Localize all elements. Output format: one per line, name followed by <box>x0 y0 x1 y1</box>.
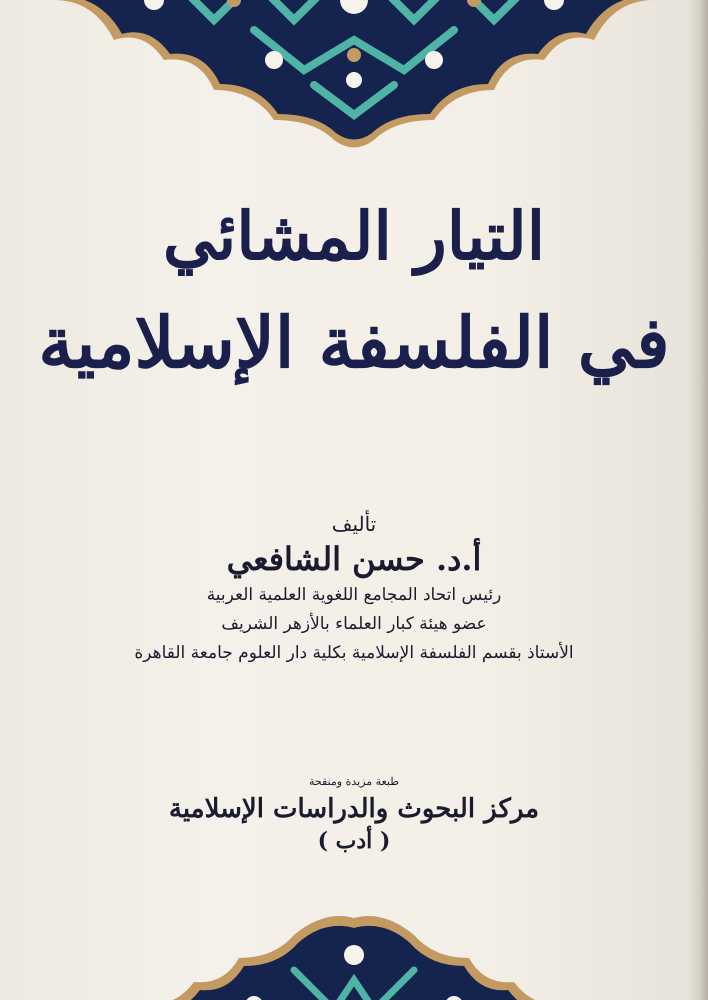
publisher-abbreviation: ( أدب ) <box>317 828 391 854</box>
publisher-name: مركز البحوث والدراسات الإسلامية <box>168 794 540 824</box>
author-role-3: الأستاذ بقسم الفلسفة الإسلامية بكلية دار العلوم جامعة القاهرة <box>134 642 574 663</box>
book-title-line1: التيار المشائي <box>162 197 546 275</box>
author-role-1: رئيس اتحاد المجامع اللغوية العلمية العربية <box>206 585 502 605</box>
author-role-2: عضو هيئة كبار العلماء بالأزهر الشريف <box>221 613 487 634</box>
publisher-block <box>0 775 708 854</box>
top-arabesque-ornament <box>54 0 654 160</box>
author-block <box>0 512 708 665</box>
cover-right-edge <box>688 0 708 1000</box>
book-title-line2: في الفلسفة الإسلامية <box>38 300 670 384</box>
author-name: أ.د. حسن الشافعي <box>226 540 482 578</box>
bottom-arabesque-ornament <box>94 910 614 1000</box>
title-block <box>0 197 708 384</box>
edition-note: طبعة مزيدة ومنقحة <box>309 775 399 788</box>
author-label: تأليف <box>331 512 377 536</box>
